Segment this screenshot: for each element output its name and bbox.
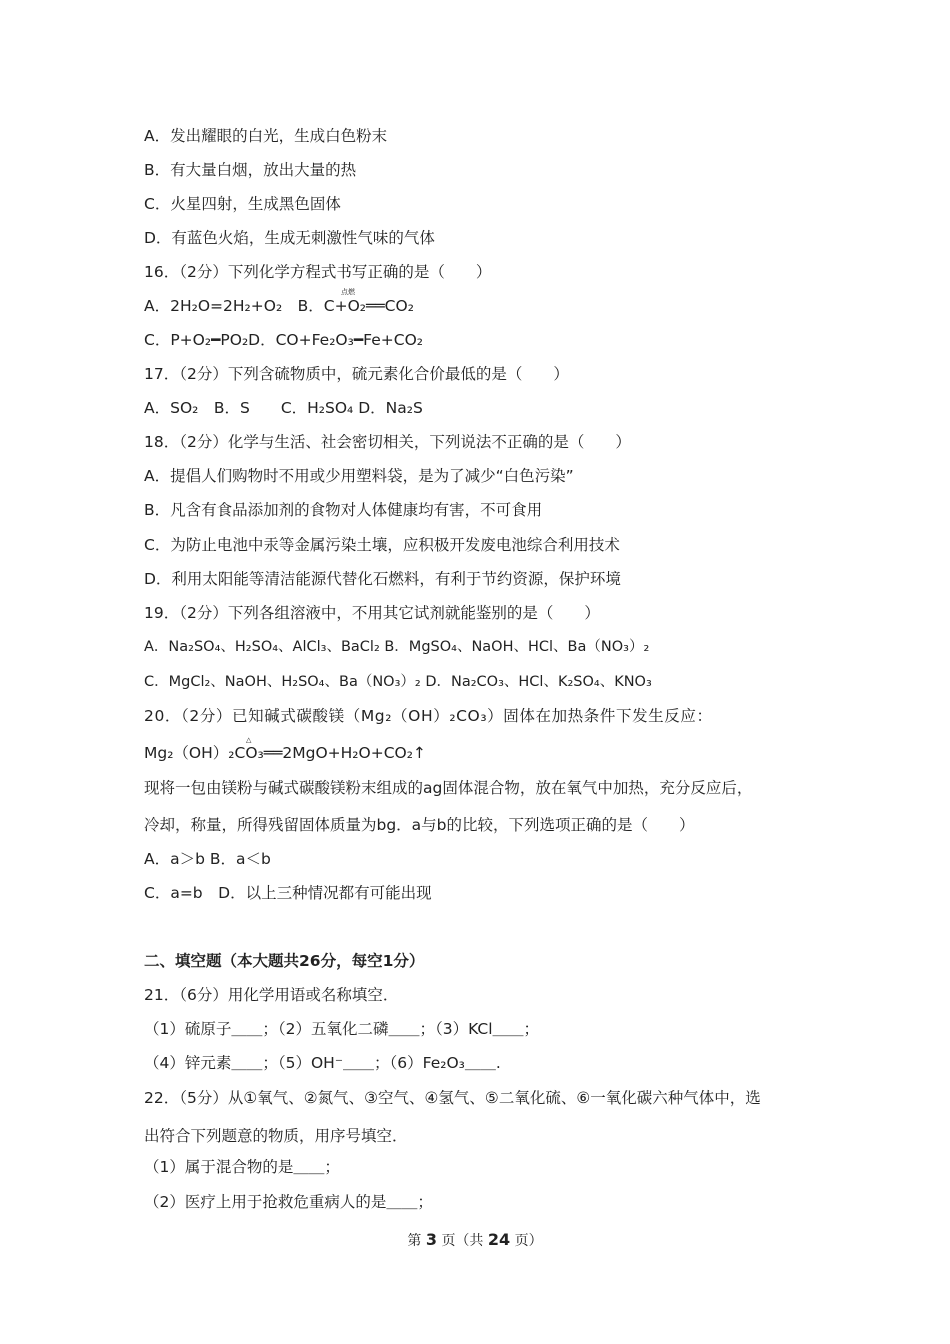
q22-item2: （2）医疗上用于抢救危重病人的是＿＿；: [144, 1193, 433, 1211]
q15-option-d: D．有蓝色火焰，生成无刺激性气味的气体: [144, 229, 435, 247]
q21-line1: （1）硫原子＿＿；（2）五氧化二磷＿＿；（3）KCl＿＿；: [144, 1020, 540, 1038]
q16-options-ab: [144, 288, 414, 316]
q18-option-c: C．为防止电池中汞等金属污染土壤，应积极开发废电池综合利用技术: [144, 536, 620, 554]
q20-equation: [144, 736, 426, 763]
question-17: 17．（2分）下列含硫物质中，硫元素化合价最低的是（ ）: [144, 365, 569, 383]
q20-options-ab: A．a＞b B．a＜b: [144, 850, 271, 868]
section-2-heading: 二、填空题（本大题共26分，每空1分）: [144, 952, 425, 970]
question-16: 16．（2分）下列化学方程式书写正确的是（ ）: [144, 263, 492, 281]
question-22: 22．（5分）从①氧气、②氮气、③空气、④氢气、⑤二氧化硫、⑥一氧化碳六种气体中，选: [144, 1089, 761, 1107]
q20-stem-line4: 冷却，称量，所得残留固体质量为bg．a与b的比较，下列选项正确的是（ ）: [144, 816, 695, 834]
condition-ignite: 点燃: [341, 288, 355, 296]
question-18: 18．（2分）化学与生活、社会密切相关，下列说法不正确的是（ ）: [144, 433, 631, 451]
page-footer: [0, 1230, 950, 1250]
q18-option-a: A．提倡人们购物时不用或少用塑料袋，是为了减少“白色污染”: [144, 467, 574, 485]
q16-options-cd: C．P+O₂━PO₂D．CO+Fe₂O₃━Fe+CO₂: [144, 331, 424, 349]
q19-options-ab: A．Na₂SO₄、H₂SO₄、AlCl₃、BaCl₂ B．MgSO₄、NaOH、HCl、Ba（NO₃）₂: [144, 639, 650, 655]
footer-total-pages: 24: [487, 1230, 511, 1249]
q18-option-b: B．凡含有食品添加剂的食物对人体健康均有害，不可食用: [144, 501, 543, 519]
question-21: 21．（6分）用化学用语或名称填空．: [144, 986, 399, 1004]
q22-line2: 出符合下列题意的物质，用序号填空．: [144, 1127, 408, 1145]
q15-option-b: B．有大量白烟，放出大量的热: [144, 161, 357, 179]
footer-pre: 第: [407, 1233, 422, 1249]
q15-option-a: A．发出耀眼的白光，生成白色粉末: [144, 127, 388, 145]
footer-post: 页）: [514, 1233, 543, 1249]
q15-option-c: C．火星四射，生成黑色固体: [144, 195, 341, 213]
condition-heat: △: [246, 736, 252, 744]
question-19: 19．（2分）下列各组溶液中，不用其它试剂就能鉴别的是（ ）: [144, 604, 600, 622]
footer-page-number: 3: [425, 1230, 437, 1249]
footer-mid: 页（共: [441, 1233, 484, 1249]
q17-options: A．SO₂ B．S C．H₂SO₄ D．Na₂S: [144, 399, 423, 417]
question-20: 20．（2分）已知碱式碳酸镁（Mg₂（OH）₂CO₃）固体在加热条件下发生反应：: [144, 707, 713, 725]
q18-option-d: D．利用太阳能等清洁能源代替化石燃料，有利于节约资源，保护环境: [144, 570, 621, 588]
q20-options-cd: C．a=b D．以上三种情况都有可能出现: [144, 884, 432, 902]
q19-options-cd: C．MgCl₂、NaOH、H₂SO₄、Ba（NO₃）₂ D．Na₂CO₃、HCl、K₂SO₄、KNO₃: [144, 674, 652, 690]
q20-stem-line3: 现将一包由镁粉与碱式碳酸镁粉末组成的ag固体混合物，放在氧气中加热，充分反应后，: [144, 779, 753, 797]
q20-equation-text: Mg₂（OH）₂CO₃══2MgO+H₂O+CO₂↑: [144, 744, 426, 762]
q16-options-ab-text: A．2H₂O=2H₂+O₂ B．C+O₂══CO₂: [144, 297, 414, 315]
q21-line2: （4）锌元素＿＿；（5）OH⁻＿＿；（6）Fe₂O₃＿＿.: [144, 1054, 501, 1072]
q22-item1: （1）属于混合物的是＿＿；: [144, 1158, 340, 1176]
